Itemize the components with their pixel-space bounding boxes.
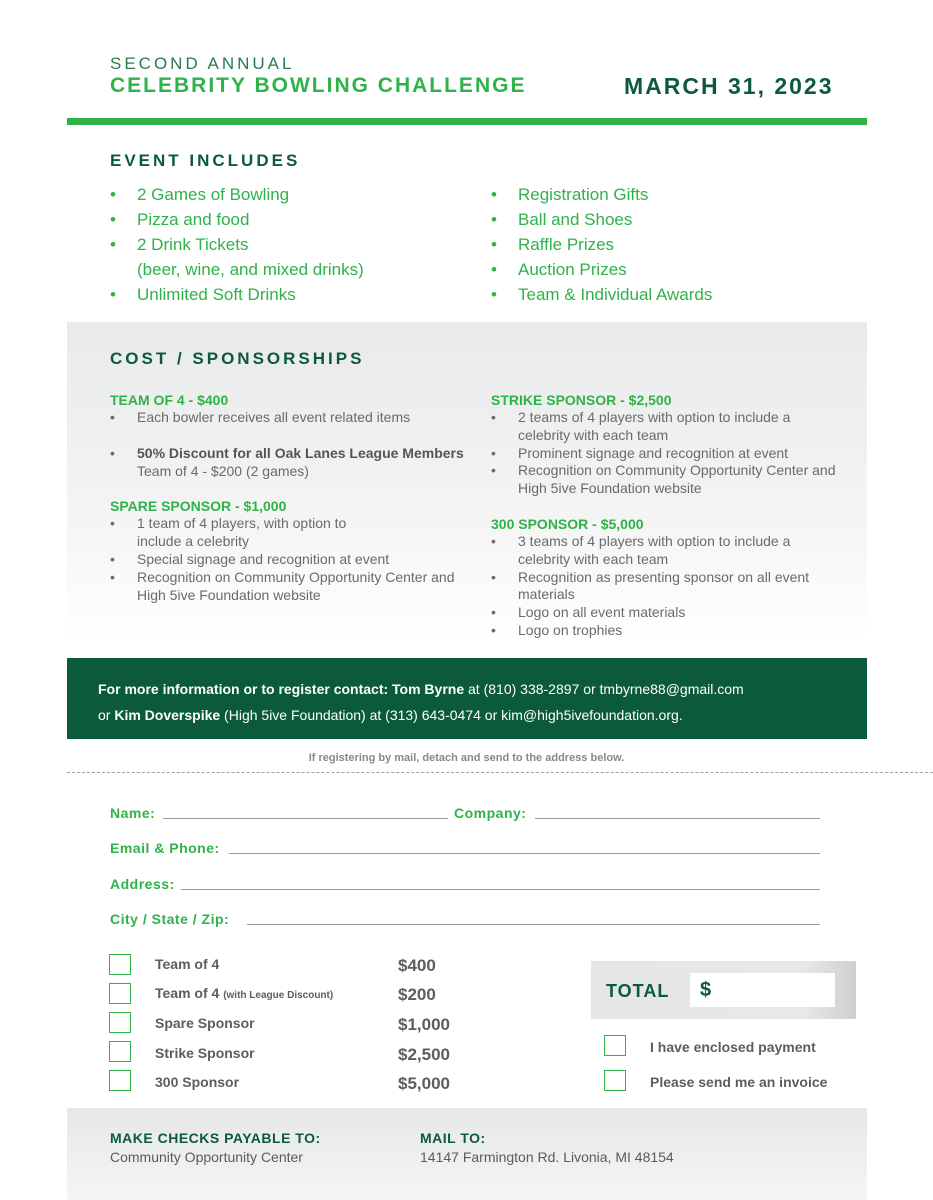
- contact-line-1: [98, 676, 867, 702]
- list-item: • Registration Gifts: [491, 182, 712, 207]
- option-strike-price: $2,500: [398, 1045, 450, 1064]
- list-item: • Auction Prizes: [491, 257, 712, 282]
- option-team-checkbox[interactable]: [109, 954, 131, 975]
- option-team-discount-price: $200: [398, 985, 436, 1004]
- list-item: • 3 teams of 4 players with option to include a celebrity with each team: [491, 533, 836, 569]
- email-phone-field[interactable]: [229, 853, 820, 854]
- list-item: • 2 Games of Bowling: [110, 182, 364, 207]
- contact-lead: For more information or to register contact: Tom Byrne: [98, 681, 465, 697]
- list-item: • 2 teams of 4 players with option to include a celebrity with each team: [491, 409, 836, 445]
- contact-name-2: Kim Doverspike: [114, 707, 221, 723]
- name-field[interactable]: [163, 818, 448, 819]
- list-item: • Recognition on Community Opportunity Center and High 5ive Foundation website: [491, 462, 836, 498]
- mail-address: 14147 Farmington Rd. Livonia, MI 48154: [420, 1149, 674, 1165]
- tier-title-300: 300 SPONSOR - $5,000: [491, 515, 644, 532]
- event-date: MARCH 31, 2023: [624, 73, 834, 99]
- address-field[interactable]: [181, 889, 820, 890]
- address-label: Address:: [110, 876, 175, 892]
- option-team-discount-name: Team of 4: [155, 985, 220, 1001]
- city-state-zip-label: City / State / Zip:: [110, 911, 230, 927]
- includes-heading: EVENT INCLUDES: [110, 151, 301, 170]
- tier-list-discount: [110, 445, 470, 481]
- detach-note: If registering by mail, detach and send to the address below.: [308, 752, 625, 764]
- checks-heading: MAKE CHECKS PAYABLE TO:: [110, 1130, 321, 1146]
- tier-list-300: [491, 533, 836, 640]
- option-team-discount-label: [155, 985, 333, 1001]
- name-label: Name:: [110, 805, 156, 821]
- contact-panel: [67, 658, 867, 739]
- list-item: • Each bowler receives all event related items: [110, 409, 470, 427]
- send-invoice-label: Please send me an invoice: [650, 1074, 828, 1090]
- contact-prefix-2: or: [98, 707, 115, 723]
- option-team-discount-note: (with League Discount): [223, 990, 334, 1001]
- list-item: • Pizza and food: [110, 207, 364, 232]
- list-item: • Logo on trophies: [491, 622, 836, 640]
- header-divider: [67, 118, 867, 125]
- checks-payee: Community Opportunity Center: [110, 1149, 303, 1165]
- tier-title-spare: SPARE SPONSOR - $1,000: [110, 498, 287, 515]
- list-item: • Logo on all event materials: [491, 604, 836, 622]
- includes-list-left: [110, 182, 364, 307]
- option-300-checkbox[interactable]: [109, 1070, 131, 1091]
- event-title: CELEBRITY BOWLING CHALLENGE: [110, 74, 527, 97]
- tier-list-strike: [491, 409, 836, 498]
- list-item: [110, 445, 470, 481]
- includes-list-right: [491, 182, 712, 307]
- list-item-continuation: (beer, wine, and mixed drinks): [137, 260, 364, 279]
- list-item: • Recognition as presenting sponsor on all event materials: [491, 569, 836, 605]
- contact-details-1: at (810) 338-2897 or tmbyrne88@gmail.com: [464, 681, 744, 697]
- option-team-label: Team of 4: [155, 956, 220, 972]
- mail-heading: MAIL TO:: [420, 1130, 486, 1146]
- cost-column-left: [110, 391, 470, 604]
- list-item: • Raffle Prizes: [491, 232, 712, 257]
- list-item: • Team & Individual Awards: [491, 282, 712, 307]
- discount-bold: 50% Discount for all Oak Lanes League Members: [137, 444, 464, 461]
- option-300-label: 300 Sponsor: [155, 1074, 240, 1090]
- email-phone-label: Email & Phone:: [110, 840, 220, 856]
- option-team-price: $400: [398, 956, 436, 975]
- total-currency: $: [700, 979, 712, 1001]
- option-spare-price: $1,000: [398, 1015, 450, 1034]
- send-invoice-checkbox[interactable]: [604, 1070, 626, 1091]
- option-spare-checkbox[interactable]: [109, 1012, 131, 1033]
- option-spare-label: Spare Sponsor: [155, 1015, 255, 1031]
- enclosed-payment-checkbox[interactable]: [604, 1035, 626, 1056]
- list-item: • 1 team of 4 players, with option to include a celebrity: [110, 515, 470, 551]
- list-item: • Prominent signage and recognition at event: [491, 445, 836, 463]
- list-item: • Recognition on Community Opportunity Center and High 5ive Foundation website: [110, 569, 470, 605]
- cost-column-right: [491, 391, 836, 640]
- event-subtitle: SECOND ANNUAL: [110, 54, 295, 73]
- discount-rest: Team of 4 - $200 (2 games): [137, 462, 309, 479]
- detach-line: [67, 772, 933, 773]
- tier-title-team: TEAM OF 4 - $400: [110, 392, 229, 408]
- contact-line-2: [98, 702, 867, 728]
- option-strike-label: Strike Sponsor: [155, 1045, 255, 1061]
- option-300-price: $5,000: [398, 1074, 450, 1093]
- list-item: • Unlimited Soft Drinks: [110, 282, 364, 307]
- total-label: TOTAL: [606, 981, 670, 1001]
- city-state-zip-field[interactable]: [247, 924, 820, 925]
- list-item: • 2 Drink Tickets: [110, 232, 364, 257]
- option-team-discount-checkbox[interactable]: [109, 983, 131, 1004]
- list-item: • Ball and Shoes: [491, 207, 712, 232]
- company-label: Company:: [454, 805, 527, 821]
- total-amount-field[interactable]: [690, 973, 835, 1007]
- contact-details-2: (High 5ive Foundation) at (313) 643-0474 or kim@high5ivefoundation.org.: [220, 707, 683, 723]
- list-item: • Special signage and recognition at event: [110, 551, 470, 569]
- cost-heading: COST / SPONSORSHIPS: [110, 349, 365, 368]
- company-field[interactable]: [535, 818, 820, 819]
- tier-list-team: [110, 409, 470, 427]
- option-strike-checkbox[interactable]: [109, 1041, 131, 1062]
- tier-list-spare: [110, 515, 470, 604]
- enclosed-payment-label: I have enclosed payment: [650, 1039, 816, 1055]
- tier-title-strike: STRIKE SPONSOR - $2,500: [491, 392, 672, 408]
